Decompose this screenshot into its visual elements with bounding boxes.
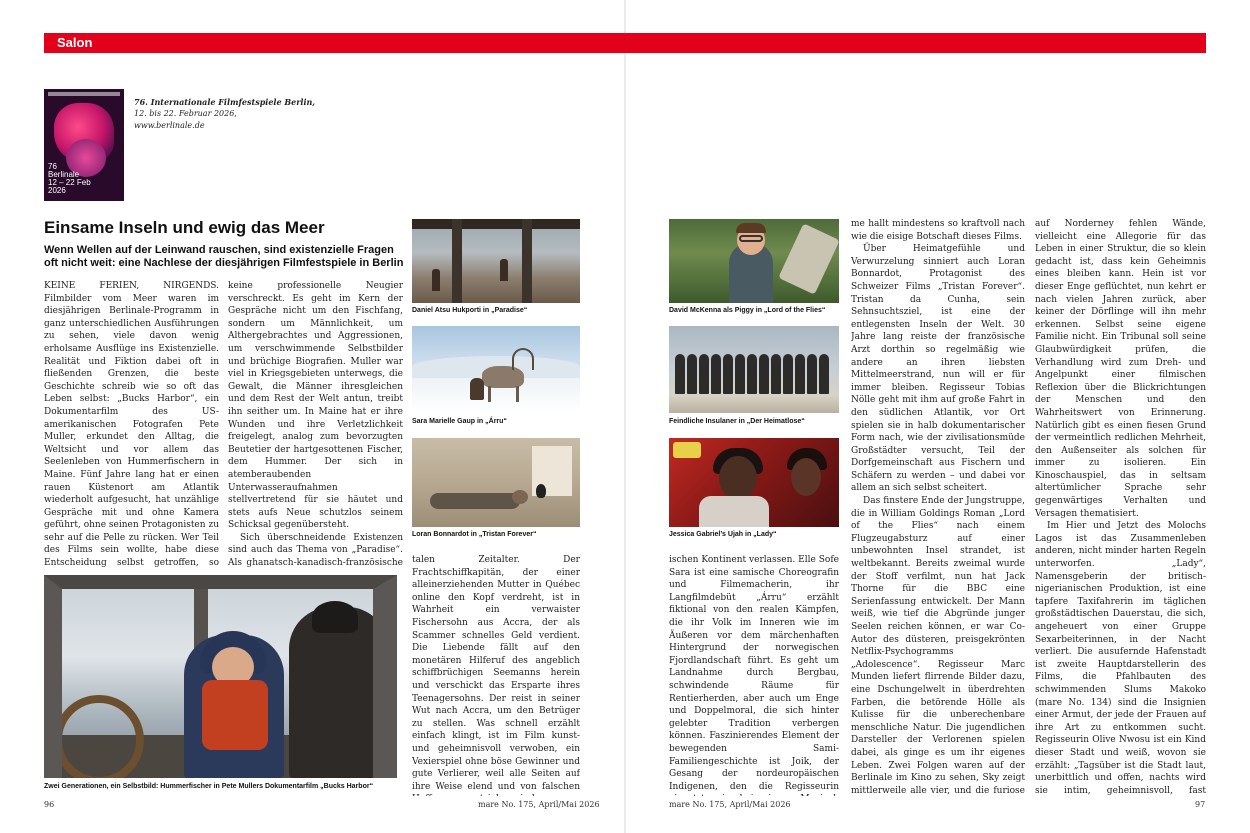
article-deck: Wenn Wellen auf der Leinwand rauschen, sind existenzielle Fragen oft nicht weit: eine Nachlese der diesjährigen Filmfestspiele in Berlin [44, 244, 404, 269]
text-column-4 [669, 554, 839, 796]
section-bar [44, 33, 1206, 53]
paragraph: auf Norderney fehlen Wände, vielleicht eine Allegorie für das Leben in einer Struktur, die so klein gedacht ist, dass kein Geheimnis eines bleiben kann. Hein ist vor dieser Enge geflüchtet, nun kehrt er nach vielen Jahren zurück, aber keiner der Dörflinge will ihn mehr erkennen. Selbst seine eigene Familie nicht. Ein Tribunal soll seine Glaubwürdigkeit prüfen, die Verhandlung wird zum Dreh- und Angelpunkt einer filmischen Reflexion über die Blickrichtungen der Menschen und den Wahrheitswert von Erinnerung. Natürlich gibt es einen fiesen Grund der vermeintlich redlichen Mehrheit, den Außenseiter als solchen für immer zu isolieren. Ein Kinoschauspiel, das in seltsam altertümlicher Sprache sehr gegenwärtiges Verhalten und Versagen thematisiert. [1035, 219, 1206, 519]
lady-still-image [669, 438, 839, 527]
section-label: Salon [57, 35, 93, 50]
caption-lady: Jessica Gabriel’s Ujah in „Lady“ [669, 531, 777, 538]
text-column-2 [228, 280, 403, 570]
tristan-still-image [412, 438, 580, 527]
page-gutter [624, 0, 626, 833]
arru-still-image [412, 326, 580, 413]
caption-tristan: Loran Bonnardot in „Tristan Forever“ [412, 531, 537, 538]
festival-dates: 12. bis 22. Februar 2026, [134, 109, 237, 118]
heimatlose-still-image [669, 326, 839, 413]
article-headline: Einsame Inseln und ewig das Meer [44, 218, 325, 237]
lord-of-the-flies-still-image [669, 219, 839, 303]
text-column-5 [851, 218, 1025, 796]
paragraph: Sich überschneidende Existenzen sind auch das Thema von „Paradise“. Als ghanatsch-kanadisch-französische [228, 532, 403, 569]
paradise-still-image [412, 219, 580, 303]
bucks-harbor-photo [44, 575, 397, 778]
issue-line-left: mare No. 175, April/Mai 2026 [478, 800, 600, 809]
caption-paradise: Daniel Atsu Hukporti in „Paradise“ [412, 307, 528, 314]
paragraph: Im Hier und Jetzt des Molochs Lagos ist das Zusammenleben anderen, nicht minder harten Regeln unterworfen. „Lady“, Namensgeberin der britisch-nigerianischen Produktion, ist eine tapfere Taxifahrerin im täglichen großstädtischen Dauerstau, die sich, angeheuert von einer Gruppe Sexarbeiterinnen, in der Nacht verliert. Die ausufernde Hafenstadt ist zweite Hauptdarstellerin des Films, die Pfahlbauten des schwimmenden Slums Makoko (mare No. 134) sind die Insignien einer Armut, der jede der Frauen auf ihre Art zu entkommen sucht. Regisseurin Olive Nwosu ist ein Kind dieser Stadt und weiß, wovon sie erzählt: „Tagsüber ist die Stadt laut, unerbittlich und offen, nachts wird sie intim, geheimnisvoll, fast [1035, 521, 1206, 796]
caption-bucks: Zwei Generationen, ein Selbstbild: Hummerfischer in Pete Mullers Dokumentarfilm „Bucks Harbor“ [44, 783, 374, 790]
text-column-6 [1035, 218, 1206, 796]
issue-line-right: mare No. 175, April/Mai 2026 [669, 800, 791, 809]
caption-arru: Sara Marielle Gaup in „Árru“ [412, 418, 507, 425]
festival-info [134, 96, 315, 132]
festival-title: 76. Internationale Filmfestspiele Berlin, [134, 97, 316, 107]
paragraph: me hallt mindestens so kraftvoll nach wie die eisige Botschaft dieses Films. [851, 219, 1025, 242]
poster-text: 76 Berlinale 12 – 22 Feb 2026 [48, 162, 91, 195]
text-column-3 [412, 554, 580, 796]
festival-url: www.berlinale.de [134, 121, 205, 130]
paragraph: talen Zeitalter. Der Frachtschiffkapitän, der einer alleinerziehenden Mutter in Québec online den Kopf verdreht, ist in Wahrheit ein verwaister Fischersohn aus Accra, der als Scammer schnelles Geld verdient. Die Liebende fällt auf den monetären Hilferuf des angeblich schiffbrüchigen Seemanns herein und verschickt das Ersparte ihres Teenagersohns. Der reist in seiner Wut nach Accra, um den Betrüger zu stellen. Was schnell erzählt einfach klingt, ist im Film kunst- und geheimnisvoll verwoben, ein Vexierspiel ohne böse Gewinner und gute Verlierer, weil alle Seiten auf ihre Weise elend und von falschen [412, 555, 580, 792]
paragraph: KEINE FERIEN, NIRGENDS. Filmbilder vom Meer waren im diesjährigen Berlinale-Programm in ganz unterschiedlichen Ausführungen zu sehen, viele davon wenig erholsame Ausflüge ins Existenzielle. Realität und Fiktion dabei oft in fließenden Grenzen, die beste Geschichte schreib wie so oft das Leben selbst: „Bucks Harbor“, ein Dokumentarfilm des US-amerikanischen Fotografen Pete Muller, erkundet den Alltag, die Weltsicht und vor allem das Seelenleben von Hummerfischern in Maine. Fünf Jahre lang hat er einen rauen Küstenort am Atlantik wiederholt aufgesucht, hat unzählige Gespräche mit und ohne Kamera geführt, ohne seinen Protagonisten zu sehr auf die Pelle zu rücken. Wer Teil des Films sein wollte, habe diese Entscheidung selbst getroffen, so [44, 281, 219, 569]
caption-flies: David McKenna als Piggy in „Lord of the Flies“ [669, 307, 826, 314]
caption-heimat: Feindliche Insulaner in „Der Heimatlose“ [669, 418, 805, 425]
paragraph: ischen Kontinent verlassen. Elle Sofe Sara ist eine samische Choreografin und Filmemacherin, ihr Langfilmdebüt „Árru“ erzählt fiktional von den realen Kämpfen, die ihr Volk im Inneren wie im Äußeren vor dem märchenhaften Hintergrund der norwegischen Fjordlandschaft führt. Es geht um Landnahme durch Bergbau, schwindende Räume für Rentierherden, aber auch um Enge und Doppelmoral, die sich hinter gelebter Tradition verbergen können. Faszinierendes Element der bewegenden Sami-Familiengeschichte ist Joik, der Gesang der nordeuropäischen Indigenen, den die Regisseurin [669, 555, 839, 792]
page-number-right: 97 [1195, 800, 1206, 809]
paragraph: Über Heimatgefühle und Verwurzelung sinniert auch Loran Bonnardot, Protagonist des Schweizer Films „Tristan Forever“. Tristan da Cunha, sein Sehnsuchtsziel, ist eine der entlegensten Inseln der Welt. 30 Jahre lang reiste der französische Arzt dorthin so regelmäßig wie andere an ihren liebsten Mittelmeerstrand, nun will er für immer bleiben. Regisseur Tobias Nölle geht mit ihm auf große Fahrt in den südlichen Atlantik, vor Ort spielen sie in halb dokumentarischer Form nach, wie der zivilisationsmüde Großstädter versucht, Teil der Dorfgemeinschaft aus Fischern und Schäfern zu werden – und dabei vor allem an sich selbst scheitert. [851, 244, 1025, 494]
paragraph: Das finstere Ende der Jungstruppe, die in William Goldings Roman „Lord of the Flies“ nach einem Flugzeugabsturz auf einer unbewohnten Insel strandet, ist weltbekannt. Bereits zweimal wurde der Stoff verfilmt, nun hat Jack Thorne für die BBC eine Serienfassung entwickelt. Der Mann weiß, wie tief die Abgründe junger Seelen reichen können, er war Co-Autor des düsteren, preisgekrönten Netflix-Psychogramms „Adolescence“. Regisseur Marc Munden liefert flirrende Bilder dazu, eine Dschungelwelt in überdrehten Farben, die betörende Hölle als Kulisse für die unberechenbare menschliche Natur. Die jugendlichen Darsteller der Verlorenen spielen dabei, als ginge es um ihr eigenes Leben. Zwei Folgen waren auf der Berlinale im Kino zu sehen, Sky zeigt mittlerweile alle vier, und die furiose [851, 496, 1025, 796]
page-number-left: 96 [44, 800, 55, 809]
paragraph: keine professionelle Neugier verschreckt. Es geht im Kern der Gespräche nicht um den Fischfang, sondern um Männlichkeit, um Althergebrachtes und Aggressionen, um verschwimmende Selbstbilder und brüchige Biografien. Muller war viel in Kriegsgebieten unterwegs, die Gewalt, die Männer ihresgleichen und dem Rest der Welt antun, treibt ihn seither um. In Maine hat er ihre Wunden und ihre Verletzlichkeit freigelegt, analog zum bevorzugten Beutetier der hartgesottenen Fischer, dem Hummer. Der sich in atemberaubenden Unterwasseraufnahmen stellvertretend für sie häutet und stets aufs Neue schutzlos seinem Schicksal gegenübersteht. [228, 281, 403, 531]
berlinale-poster-image [44, 89, 124, 201]
text-column-1 [44, 280, 219, 570]
